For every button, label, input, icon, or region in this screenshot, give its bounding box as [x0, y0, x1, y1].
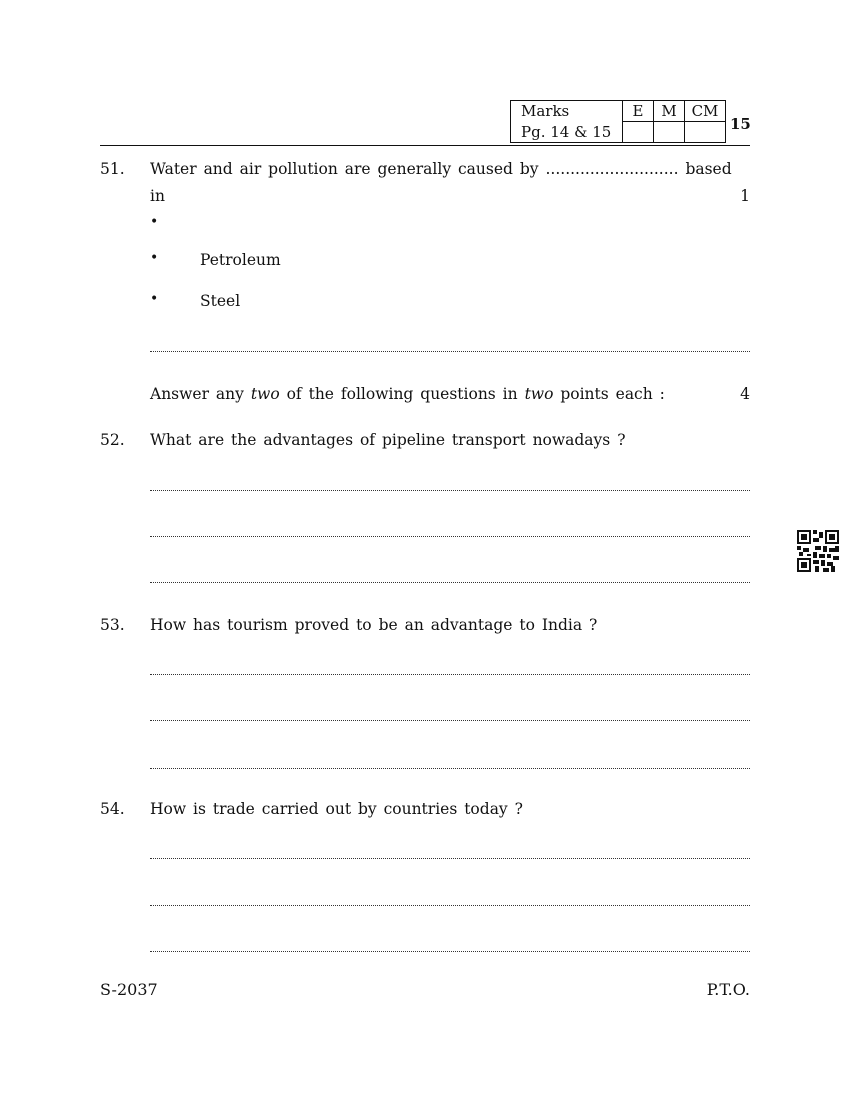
q53-answer-line-2[interactable] [150, 720, 750, 721]
q51-bullet-1: • [150, 250, 159, 266]
q53-answer-line-1[interactable] [150, 674, 750, 675]
page-number: 15 [730, 115, 751, 133]
q53-answer-line-3[interactable] [150, 768, 750, 769]
q51-bullet-2: • [150, 291, 159, 307]
paper-code: S-2037 [100, 980, 158, 999]
q51-number: 51. [100, 160, 125, 178]
q52-number: 52. [100, 431, 125, 449]
instruction-em1: two [250, 385, 280, 403]
instruction-after: points each : [560, 385, 665, 403]
q54-text: How is trade carried out by countries today ? [150, 800, 523, 818]
q53-text: How has tourism proved to be an advantage to India ? [150, 616, 598, 634]
q51-option-petroleum: Petroleum [200, 251, 281, 269]
instruction-middle: of the following questions in [286, 385, 518, 403]
q54-answer-line-2[interactable] [150, 905, 750, 906]
header-rule [100, 145, 750, 146]
q53-number: 53. [100, 616, 125, 634]
pages-label: Pg. 14 & 15 [511, 122, 623, 143]
qr-code-icon [797, 530, 839, 572]
instruction-before: Answer any [150, 385, 244, 403]
instruction-em2: two [524, 385, 554, 403]
q51-text-line1: Water and air pollution are generally caused by ........................... based [150, 160, 732, 178]
col-cm-cell [685, 122, 726, 143]
q54-number: 54. [100, 800, 125, 818]
instruction-marks: 4 [740, 385, 750, 403]
q52-text: What are the advantages of pipeline transport nowadays ? [150, 431, 626, 449]
q51-bullet-0: • [150, 214, 159, 230]
pto-label: P.T.O. [706, 980, 750, 999]
col-m-cell [654, 122, 685, 143]
marks-label: Marks [511, 101, 623, 122]
q54-answer-line-3[interactable] [150, 951, 750, 952]
q51-marks: 1 [740, 187, 750, 205]
q52-answer-line-2[interactable] [150, 536, 750, 537]
q52-answer-line-1[interactable] [150, 490, 750, 491]
col-e-cell [623, 122, 654, 143]
col-m-header: M [654, 101, 685, 122]
col-cm-header: CM [685, 101, 726, 122]
instruction [150, 385, 665, 403]
marks-table [510, 100, 726, 143]
q51-option-steel: Steel [200, 292, 241, 310]
q51-text-line2: in [150, 187, 165, 205]
q51-answer-line[interactable] [150, 351, 750, 352]
q52-answer-line-3[interactable] [150, 582, 750, 583]
q54-answer-line-1[interactable] [150, 858, 750, 859]
col-e-header: E [623, 101, 654, 122]
